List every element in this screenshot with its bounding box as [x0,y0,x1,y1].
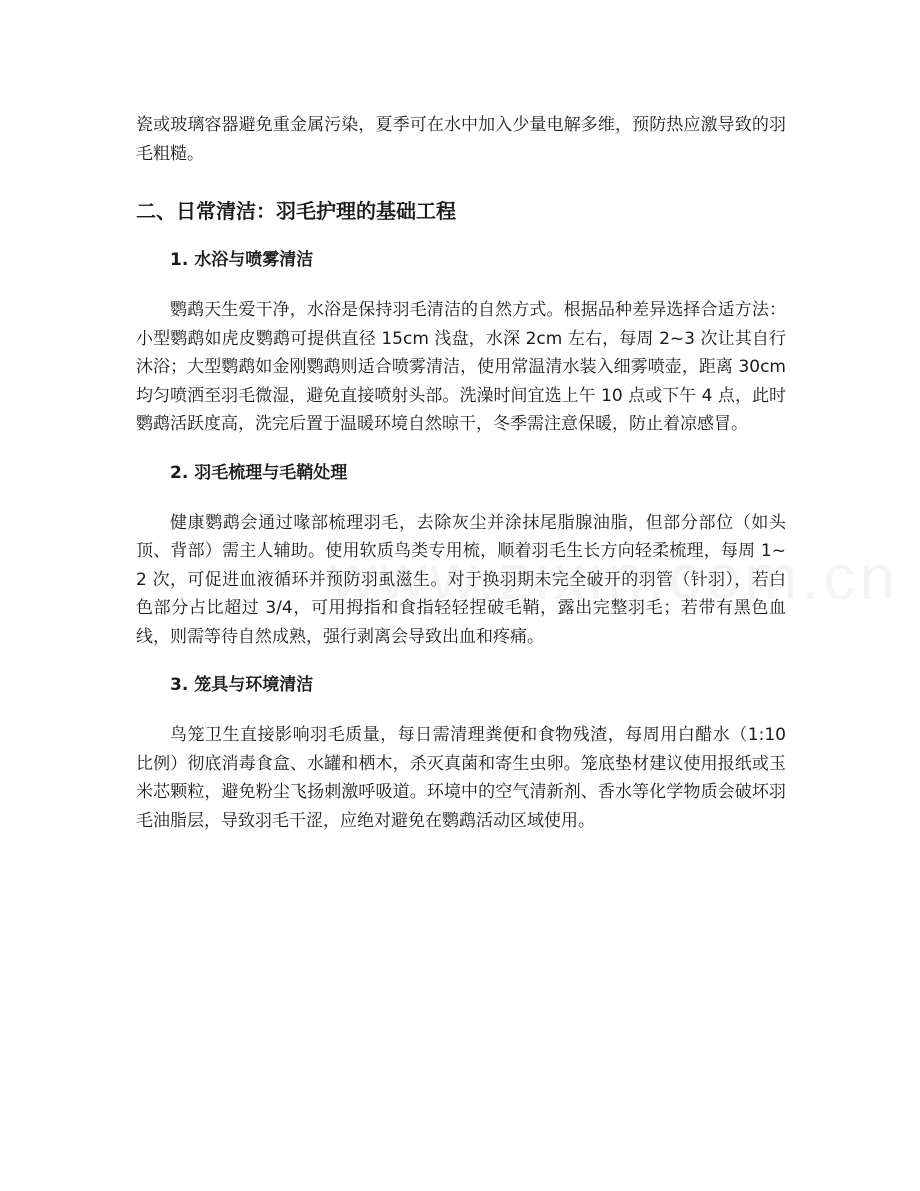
paragraph-cage: 鸟笼卫生直接影响羽毛质量，每日需清理粪便和食物残渣，每周用白醋水（1:10 比例）彻底消毒食盒、水罐和栖木，杀灭真菌和寄生虫卵。笼底垫材建议使用报纸或玉米芯颗粒，避免粉尘飞扬刺激呼吸道。环境中的空气清新剂、香水等化学物质会破坏羽毛油脂层，导致羽毛干涩，应绝对避免在鹦鹉活动区域使用。 [136,725,786,831]
paragraph-grooming: 健康鹦鹉会通过喙部梳理羽毛，去除灰尘并涂抹尾脂腺油脂，但部分部位（如头顶、背部）需主人辅助。使用软质鸟类专用梳，顺着羽毛生长方向轻柔梳理，每周 1~2 次，可促进血液循环并预防羽虱滋生。对于换羽期未完全破开的羽管（针羽），若白色部分占比超过 3/4，可用拇指和食指轻轻捏破毛鞘，露出完整羽毛；若带有黑色血线，则需等待自然成熟，强行剥离会导致出血和疼痛。 [136,512,786,647]
paragraph-bath: 鹦鹉天生爱干净，水浴是保持羽毛清洁的自然方式。根据品种差异选择合适方法：小型鹦鹉如虎皮鹦鹉可提供直径 15cm 浅盘，水深 2cm 左右，每周 2~3 次让其自行沐浴；大型鹦鹉如金刚鹦鹉则适合喷雾清洁，使用常温清水装入细雾喷壶，距离 30cm 均匀喷洒至羽毛微湿，避免直接喷射头部。洗澡时间宜选上午 10 点或下午 4 点，此时鹦鹉活跃度高，洗完后置于温暖环境自然晾干，冬季需注意保暖，防止着凉感冒。 [136,300,786,434]
subsection-heading-bath: 1. 水浴与喷雾清洁 [170,250,314,270]
intro-paragraph: 瓷或玻璃容器避免重金属污染，夏季可在水中加入少量电解多维，预防热应激导致的羽毛粗糙。 [136,115,786,164]
document-content [136,111,786,835]
section-heading: 二、日常清洁：羽毛护理的基础工程 [136,199,456,223]
subsection-heading-cage: 3. 笼具与环境清洁 [170,675,314,695]
subsection-heading-grooming: 2. 羽毛梳理与毛鞘处理 [170,462,348,483]
